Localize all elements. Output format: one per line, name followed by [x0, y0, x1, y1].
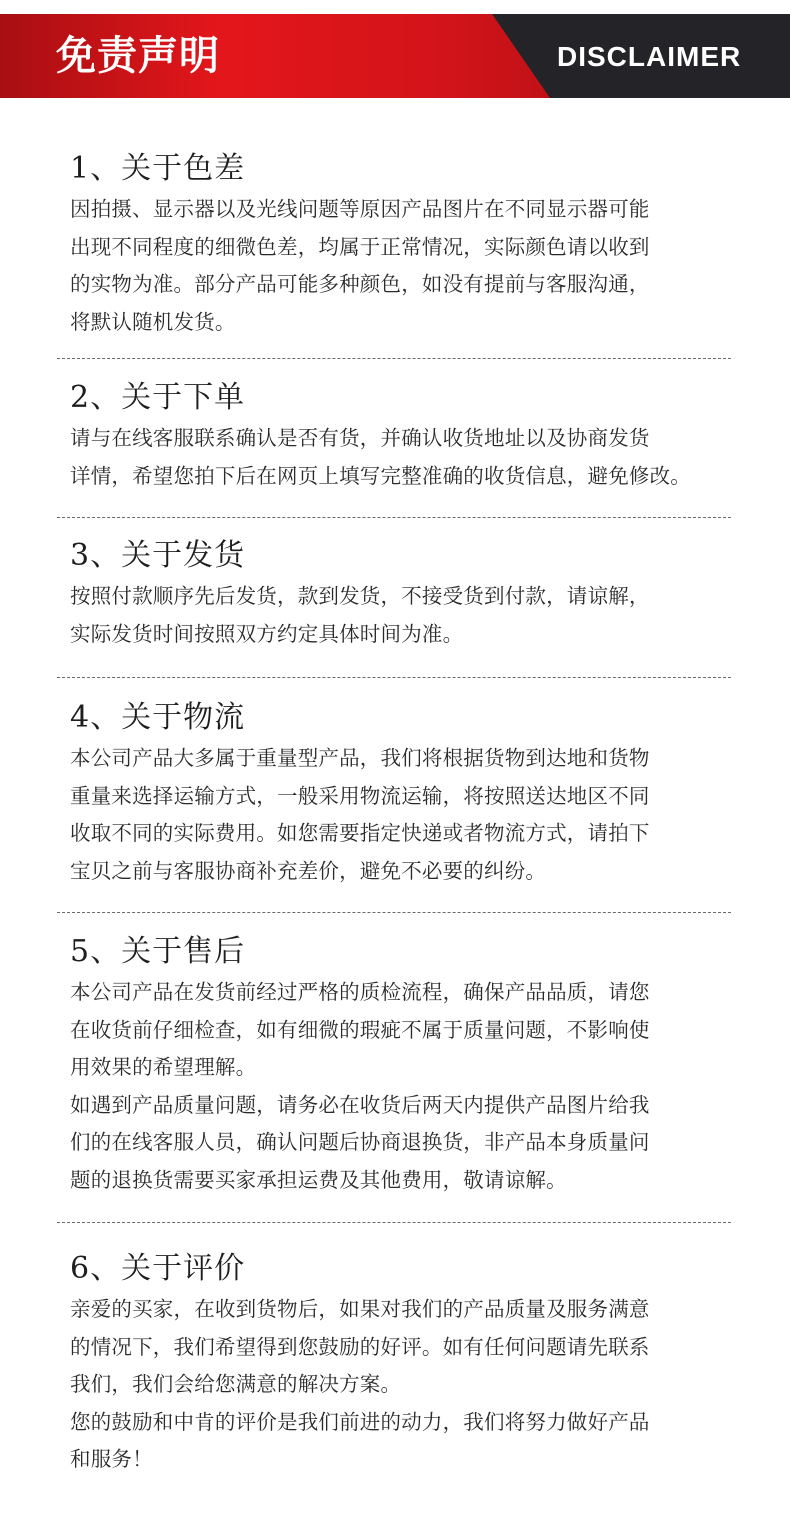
- section-title: 6、关于评价: [70, 1251, 246, 1286]
- section-after-sales: [70, 932, 750, 1199]
- section-logistics: [70, 698, 750, 890]
- section-title: 2、关于下单: [70, 380, 246, 415]
- section-body: [70, 578, 750, 653]
- section-title: 3、关于发货: [70, 538, 246, 573]
- section-divider: [57, 677, 731, 678]
- section-body: [70, 740, 750, 890]
- banner-title: 免责声明: [56, 33, 220, 79]
- banner-subtitle: DISCLAIMER: [557, 41, 742, 72]
- body-line: 您的鼓励和中肯的评价是我们前进的动力，我们将努力做好产品: [70, 1409, 650, 1434]
- section-divider: [57, 517, 731, 518]
- body-line: 出现不同程度的细微色差，均属于正常情况，实际颜色请以收到: [70, 234, 650, 259]
- body-line: 宝贝之前与客服协商补充差价，避免不必要的纠纷。: [70, 858, 547, 883]
- section-ordering: [70, 378, 750, 495]
- section-title: 1、关于色差: [70, 151, 246, 186]
- body-line: 如遇到产品质量问题，请务必在收货后两天内提供产品图片给我: [70, 1092, 650, 1117]
- section-body: [70, 191, 750, 341]
- body-line: 的实物为准。部分产品可能多种颜色，如没有提前与客服沟通，: [70, 272, 650, 296]
- section-body: [70, 974, 750, 1199]
- section-divider: [57, 358, 731, 359]
- body-line: 收取不同的实际费用。如您需要指定快递或者物流方式，请拍下: [70, 821, 650, 845]
- body-line: 按照付款顺序先后发货，款到发货，不接受货到付款，请谅解，: [70, 584, 650, 608]
- body-line: 本公司产品在发货前经过严格的质检流程，确保产品品质，请您: [70, 980, 650, 1004]
- body-line: 将默认随机发货。: [70, 309, 236, 334]
- body-line: 们的在线客服人员，确认问题后协商退换货，非产品本身质量问: [70, 1130, 650, 1154]
- section-color-difference: [70, 149, 750, 341]
- section-title: 4、关于物流: [70, 700, 246, 735]
- section-shipping: [70, 536, 750, 653]
- disclaimer-banner: [0, 14, 790, 98]
- body-line: 实际发货时间按照双方约定具体时间为准。: [70, 621, 464, 646]
- section-body: [70, 1291, 750, 1479]
- body-line: 我们，我们会给您满意的解决方案。: [70, 1372, 402, 1396]
- section-reviews: [70, 1249, 750, 1479]
- body-line: 详情，希望您拍下后在网页上填写完整准确的收货信息，避免修改。: [70, 463, 691, 488]
- body-line: 用效果的希望理解。: [70, 1055, 257, 1079]
- section-divider: [57, 1222, 731, 1223]
- body-line: 亲爱的买家，在收到货物后，如果对我们的产品质量及服务满意: [70, 1297, 650, 1321]
- body-line: 因拍摄、显示器以及光线问题等原因产品图片在不同显示器可能: [70, 197, 650, 221]
- body-line: 本公司产品大多属于重量型产品，我们将根据货物到达地和货物: [70, 746, 650, 770]
- body-line: 的情况下，我们希望得到您鼓励的好评。如有任何问题请先联系: [70, 1334, 650, 1359]
- body-line: 请与在线客服联系确认是否有货，并确认收货地址以及协商发货: [70, 426, 650, 450]
- section-body: [70, 420, 750, 495]
- body-line: 题的退换货需要买家承担运费及其他费用，敬请谅解。: [70, 1167, 567, 1192]
- body-line: 重量来选择运输方式，一般采用物流运输，将按照送达地区不同: [70, 783, 650, 808]
- section-title: 5、关于售后: [70, 934, 246, 969]
- body-line: 和服务！: [70, 1447, 153, 1471]
- body-line: 在收货前仔细检查，如有细微的瑕疵不属于质量问题，不影响使: [70, 1017, 650, 1042]
- section-divider: [57, 912, 731, 913]
